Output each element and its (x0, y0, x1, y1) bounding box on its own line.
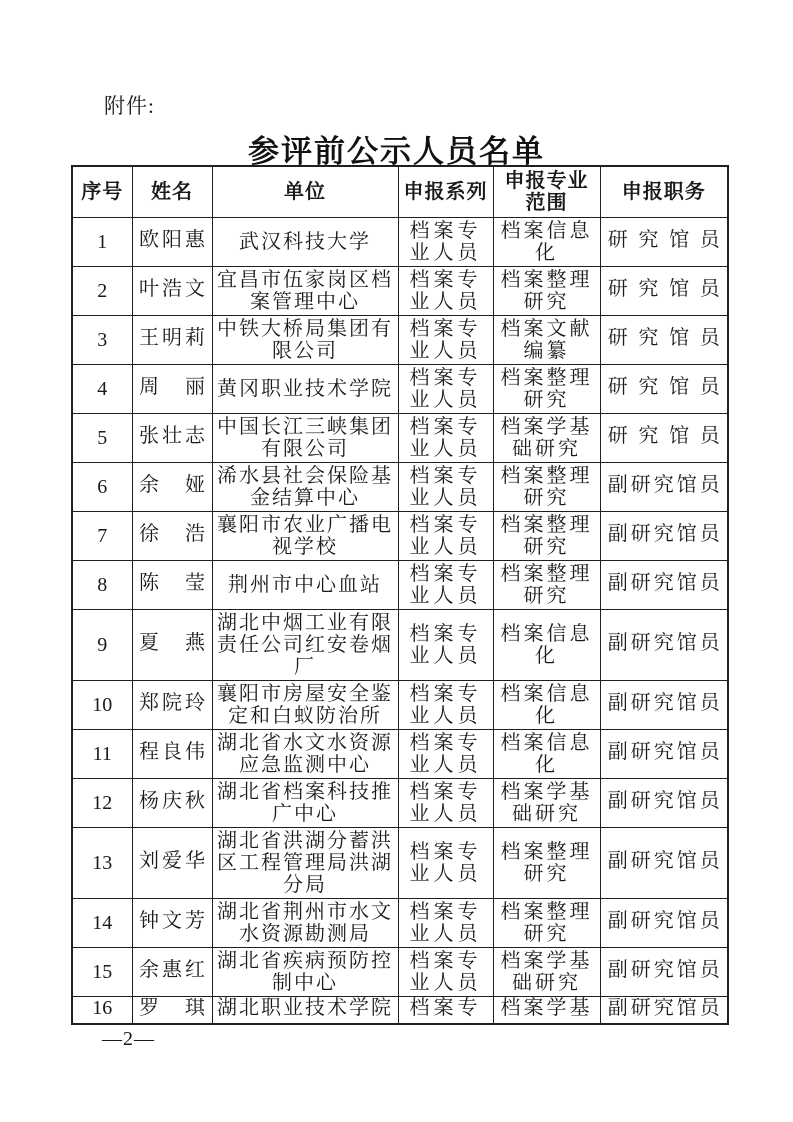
cell-unit: 湖北省疾病预防控制中心 (212, 948, 398, 997)
cell-name-text: 夏燕 (139, 631, 205, 654)
cell-series: 档案专业人员 (398, 414, 493, 463)
cell-position (600, 365, 728, 414)
cell-name-text: 余惠红 (139, 958, 205, 981)
cell-no: 7 (72, 512, 132, 561)
cell-name-text: 王明莉 (139, 326, 205, 349)
cell-name (132, 681, 212, 730)
cell-position-text: 副研究馆员 (607, 473, 720, 496)
cell-position (600, 681, 728, 730)
cell-no: 6 (72, 463, 132, 512)
cell-position-text: 研究馆员 (607, 228, 720, 251)
cell-position-text: 研究馆员 (607, 326, 720, 349)
cell-position (600, 779, 728, 828)
cell-name-text: 陈莹 (139, 571, 205, 594)
cell-unit: 湖北省洪湖分蓄洪区工程管理局洪湖分局 (212, 828, 398, 899)
table-row (72, 779, 728, 828)
cell-unit: 湖北职业技术学院 (212, 997, 398, 1025)
cell-unit: 湖北中烟工业有限责任公司红安卷烟厂 (212, 610, 398, 681)
cell-position (600, 463, 728, 512)
cell-name (132, 365, 212, 414)
cell-name-text: 程良伟 (139, 740, 205, 763)
attachment-label: 附件: (104, 94, 155, 118)
cell-series: 档案专业人员 (398, 365, 493, 414)
table-row (72, 463, 728, 512)
cell-no: 14 (72, 899, 132, 948)
cell-unit: 浠水县社会保险基金结算中心 (212, 463, 398, 512)
cell-unit: 武汉科技大学 (212, 218, 398, 267)
table-row (72, 365, 728, 414)
cell-series: 档案专业人员 (398, 267, 493, 316)
table-body (72, 218, 728, 1025)
cell-scope: 档案学基 (493, 997, 600, 1025)
cell-no: 13 (72, 828, 132, 899)
cell-position (600, 218, 728, 267)
cell-name (132, 730, 212, 779)
header-cell-no: 序号 (72, 166, 132, 218)
cell-unit: 襄阳市房屋安全鉴定和白蚁防治所 (212, 681, 398, 730)
personnel-table (71, 165, 729, 1025)
cell-name (132, 828, 212, 899)
cell-scope: 档案整理研究 (493, 512, 600, 561)
cell-scope: 档案文献编纂 (493, 316, 600, 365)
cell-scope: 档案整理研究 (493, 828, 600, 899)
cell-position (600, 997, 728, 1025)
cell-scope: 档案学基础研究 (493, 779, 600, 828)
cell-no: 9 (72, 610, 132, 681)
cell-position (600, 899, 728, 948)
cell-no: 5 (72, 414, 132, 463)
cell-scope: 档案信息化 (493, 610, 600, 681)
page-number: —2— (102, 1028, 155, 1050)
cell-unit: 宜昌市伍家岗区档案管理中心 (212, 267, 398, 316)
cell-name-text: 欧阳惠 (139, 228, 205, 251)
table-row (72, 730, 728, 779)
cell-series: 档案专业人员 (398, 828, 493, 899)
table-row (72, 267, 728, 316)
cell-position-text: 副研究馆员 (607, 740, 720, 763)
cell-no: 16 (72, 997, 132, 1025)
header-cell-series: 申报系列 (398, 166, 493, 218)
cell-series: 档案专业人员 (398, 316, 493, 365)
cell-name (132, 779, 212, 828)
cell-series: 档案专业人员 (398, 218, 493, 267)
cell-no: 11 (72, 730, 132, 779)
page-title: 参评前公示人员名单 (248, 134, 545, 169)
cell-series: 档案专业人员 (398, 561, 493, 610)
cell-name (132, 561, 212, 610)
cell-unit: 襄阳市农业广播电视学校 (212, 512, 398, 561)
cell-unit: 湖北省档案科技推广中心 (212, 779, 398, 828)
table-header-row (72, 166, 728, 218)
cell-name (132, 267, 212, 316)
cell-position (600, 316, 728, 365)
table-row (72, 218, 728, 267)
cell-series: 档案专业人员 (398, 899, 493, 948)
cell-position-text: 副研究馆员 (607, 909, 720, 932)
table-row (72, 997, 728, 1025)
cell-unit: 湖北省荆州市水文水资源勘测局 (212, 899, 398, 948)
cell-name-text: 杨庆秋 (139, 789, 205, 812)
table-row (72, 561, 728, 610)
table-row (72, 512, 728, 561)
table-row (72, 948, 728, 997)
cell-no: 2 (72, 267, 132, 316)
cell-position-text: 副研究馆员 (607, 849, 720, 872)
cell-name-text: 张壮志 (139, 424, 205, 447)
cell-name-text: 钟文芳 (139, 909, 205, 932)
cell-scope: 档案整理研究 (493, 561, 600, 610)
table-row (72, 316, 728, 365)
table-row (72, 828, 728, 899)
cell-position (600, 512, 728, 561)
cell-unit: 中国长江三峡集团有限公司 (212, 414, 398, 463)
cell-series: 档案专业人员 (398, 948, 493, 997)
cell-name-text: 罗琪 (139, 998, 205, 1018)
cell-position-text: 副研究馆员 (607, 631, 720, 654)
cell-name-text: 周丽 (139, 375, 205, 398)
cell-position-text: 副研究馆员 (607, 789, 720, 812)
cell-name (132, 997, 212, 1025)
cell-position-text: 副研究馆员 (607, 998, 720, 1018)
cell-position (600, 414, 728, 463)
cell-no: 12 (72, 779, 132, 828)
cell-position (600, 267, 728, 316)
cell-position-text: 副研究馆员 (607, 571, 720, 594)
cell-position-text: 副研究馆员 (607, 691, 720, 714)
header-cell-name: 姓名 (132, 166, 212, 218)
cell-name (132, 948, 212, 997)
table-row (72, 681, 728, 730)
cell-no: 4 (72, 365, 132, 414)
cell-position-text: 副研究馆员 (607, 522, 720, 545)
table-row (72, 899, 728, 948)
header-cell-unit: 单位 (212, 166, 398, 218)
cell-position-text: 研究馆员 (607, 277, 720, 300)
cell-series: 档案专业人员 (398, 463, 493, 512)
cell-name-text: 刘爱华 (139, 849, 205, 872)
cell-name (132, 218, 212, 267)
cell-name-text: 余娅 (139, 473, 205, 496)
cell-no: 1 (72, 218, 132, 267)
cell-series: 档案专业人员 (398, 512, 493, 561)
cell-scope: 档案整理研究 (493, 365, 600, 414)
header-cell-position: 申报职务 (600, 166, 728, 218)
cell-unit: 黄冈职业技术学院 (212, 365, 398, 414)
cell-scope: 档案整理研究 (493, 267, 600, 316)
cell-position-text: 研究馆员 (607, 424, 720, 447)
cell-no: 3 (72, 316, 132, 365)
cell-position (600, 561, 728, 610)
cell-name (132, 414, 212, 463)
cell-scope: 档案信息化 (493, 218, 600, 267)
cell-no: 8 (72, 561, 132, 610)
cell-series: 档案专 (398, 997, 493, 1025)
cell-name (132, 899, 212, 948)
cell-no: 15 (72, 948, 132, 997)
cell-position (600, 610, 728, 681)
cell-unit: 湖北省水文水资源应急监测中心 (212, 730, 398, 779)
cell-position (600, 828, 728, 899)
cell-position (600, 948, 728, 997)
cell-position (600, 730, 728, 779)
cell-scope: 档案信息化 (493, 730, 600, 779)
cell-name-text: 徐浩 (139, 522, 205, 545)
cell-series: 档案专业人员 (398, 730, 493, 779)
cell-unit: 荆州市中心血站 (212, 561, 398, 610)
table-row (72, 414, 728, 463)
cell-series: 档案专业人员 (398, 681, 493, 730)
cell-scope: 档案整理研究 (493, 463, 600, 512)
cell-scope: 档案学基础研究 (493, 948, 600, 997)
cell-name-text: 叶浩文 (139, 277, 205, 300)
cell-position-text: 副研究馆员 (607, 958, 720, 981)
cell-position-text: 研究馆员 (607, 375, 720, 398)
header-cell-scope: 申报专业范围 (493, 166, 600, 218)
cell-name (132, 610, 212, 681)
cell-scope: 档案信息化 (493, 681, 600, 730)
cell-name (132, 463, 212, 512)
cell-name (132, 316, 212, 365)
cell-scope: 档案整理研究 (493, 899, 600, 948)
cell-series: 档案专业人员 (398, 779, 493, 828)
cell-unit: 中铁大桥局集团有限公司 (212, 316, 398, 365)
cell-name-text: 郑院玲 (139, 691, 205, 714)
cell-series: 档案专业人员 (398, 610, 493, 681)
cell-scope: 档案学基础研究 (493, 414, 600, 463)
table-row (72, 610, 728, 681)
cell-name (132, 512, 212, 561)
cell-no: 10 (72, 681, 132, 730)
